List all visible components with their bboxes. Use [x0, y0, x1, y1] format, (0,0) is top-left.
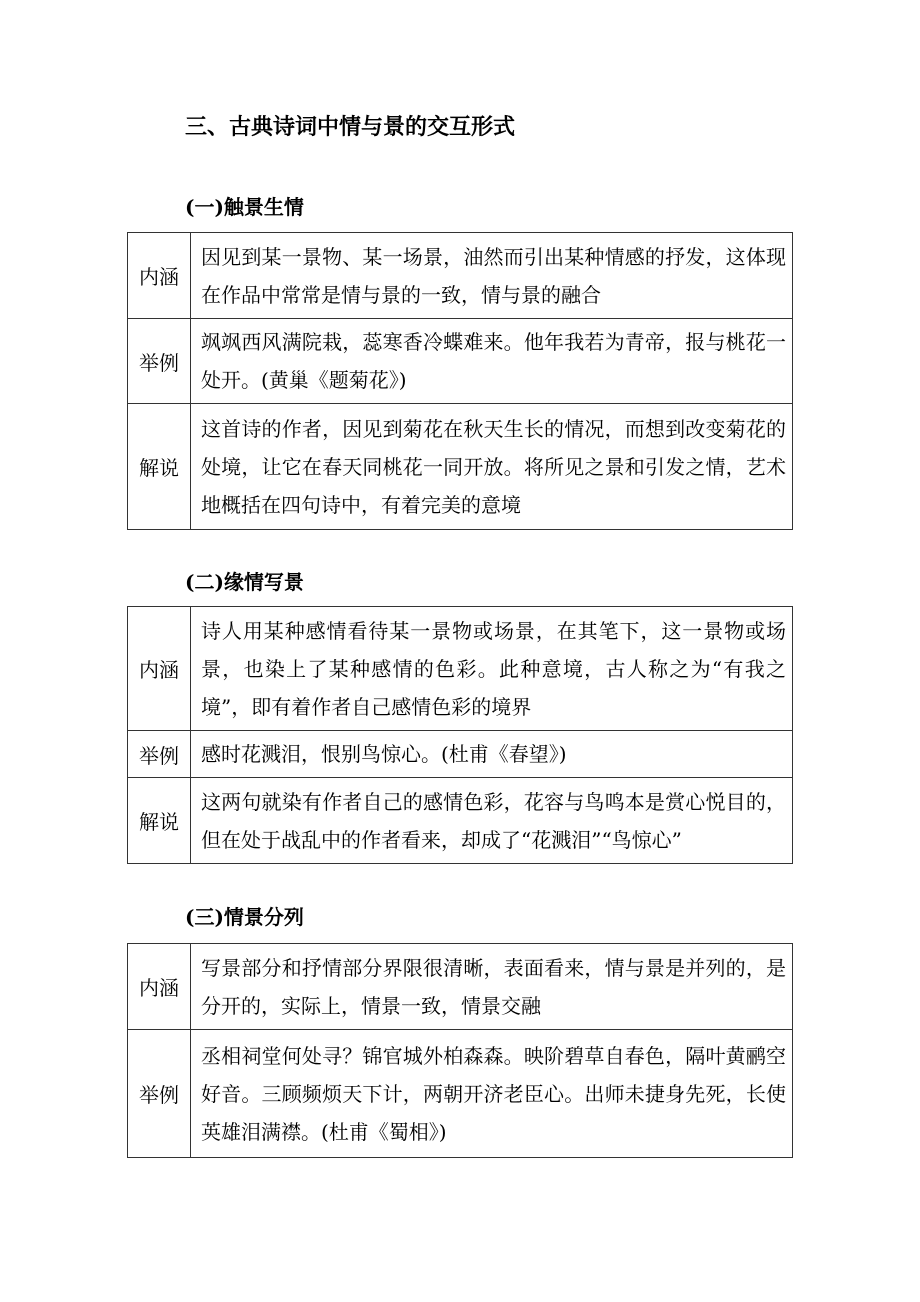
row-label: 内涵 [128, 233, 191, 319]
table-row [128, 607, 793, 731]
row-label: 举例 [128, 319, 191, 404]
section-table-3 [127, 943, 793, 1158]
row-content: 飒飒西风满院栽，蕊寒香冷蝶难来。他年我若为青帝，报与桃花一处开。(黄巢《题菊花》) [191, 319, 793, 404]
table-row [128, 319, 793, 404]
row-content: 丞相祠堂何处寻？锦官城外柏森森。映阶碧草自春色，隔叶黄鹂空好音。三顾频烦天下计，两朝开济老臣心。出师未捷身先死，长使英雄泪满襟。(杜甫《蜀相》) [191, 1030, 793, 1158]
row-label: 解说 [128, 778, 191, 864]
row-content: 写景部分和抒情部分界限很清晰，表面看来，情与景是并列的，是分开的，实际上，情景一致，情景交融 [191, 944, 793, 1030]
row-label: 内涵 [128, 607, 191, 731]
page-title: 三、古典诗词中情与景的交互形式 [185, 114, 516, 140]
row-label: 解说 [128, 404, 191, 530]
section-heading-2: (二)缘情写景 [185, 570, 304, 594]
row-content: 这两句就染有作者自己的感情色彩，花容与鸟鸣本是赏心悦目的，但在处于战乱中的作者看来，却成了“花溅泪”“鸟惊心” [191, 778, 793, 864]
table-row [128, 944, 793, 1030]
row-content: 因见到某一景物、某一场景，油然而引出某种情感的抒发，这体现在作品中常常是情与景的一致，情与景的融合 [191, 233, 793, 319]
table-row [128, 233, 793, 319]
section-heading-3: (三)情景分列 [185, 905, 304, 929]
table-row [128, 778, 793, 864]
row-label: 举例 [128, 731, 191, 778]
row-label: 内涵 [128, 944, 191, 1030]
row-content: 感时花溅泪，恨别鸟惊心。(杜甫《春望》) [191, 731, 793, 778]
section-table-1 [127, 232, 793, 530]
table-row [128, 1030, 793, 1158]
row-content: 这首诗的作者，因见到菊花在秋天生长的情况，而想到改变菊花的处境，让它在春天同桃花一同开放。将所见之景和引发之情，艺术地概括在四句诗中，有着完美的意境 [191, 404, 793, 530]
section-heading-1: (一)触景生情 [185, 195, 304, 219]
row-label: 举例 [128, 1030, 191, 1158]
table-row [128, 731, 793, 778]
row-content: 诗人用某种感情看待某一景物或场景，在其笔下，这一景物或场景，也染上了某种感情的色彩。此种意境，古人称之为“有我之境”，即有着作者自己感情色彩的境界 [191, 607, 793, 731]
table-row [128, 404, 793, 530]
section-table-2 [127, 606, 793, 864]
